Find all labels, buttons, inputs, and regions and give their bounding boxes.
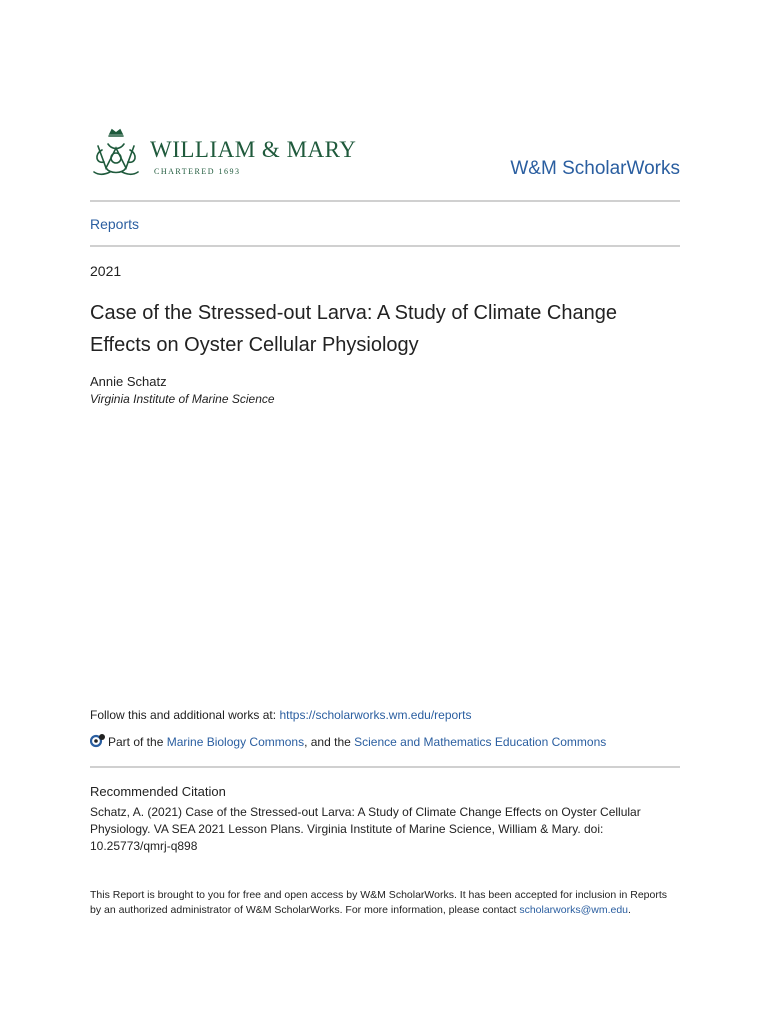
citation-text: Schatz, A. (2021) Case of the Stressed-out Larva: A Study of Climate Change Effects on Oyster Cellular Physiology. VA SEA 2021 Lesson Plans. Virginia Institute of Marine Science, William & Mary. doi: 10.25773/qmrj-q898 (90, 805, 641, 853)
series-link[interactable]: Reports (90, 216, 140, 232)
header (90, 128, 680, 184)
access-notice (90, 888, 680, 918)
marine-biology-commons-link[interactable]: Marine Biology Commons (166, 735, 305, 749)
follow-prefix: Follow this and additional works at: (90, 708, 280, 722)
publication-year: 2021 (90, 263, 122, 279)
william-mary-logo (90, 128, 365, 182)
divider (90, 245, 680, 247)
part-of-middle: , and the (304, 735, 355, 749)
divider (90, 200, 680, 202)
reports-url-link[interactable]: https://scholarworks.wm.edu/reports (279, 708, 472, 722)
logo-chartered: CHARTERED 1693 (154, 167, 241, 176)
cypher-crest-icon (90, 128, 142, 180)
part-of-line (90, 733, 606, 749)
divider (90, 766, 680, 768)
notice-text: This Report is brought to you for free and open access by W&M ScholarWorks. It has been accepted for inclusion in Reports by an authorized administrator of W&M ScholarWorks. For more information, please contact (90, 889, 668, 916)
notice-suffix: . (628, 904, 631, 916)
science-math-education-commons-link[interactable]: Science and Mathematics Education Commons (354, 735, 607, 749)
author-name: Annie Schatz (90, 374, 167, 389)
citation-heading: Recommended Citation (90, 784, 226, 799)
repository-title[interactable]: W&M ScholarWorks (510, 158, 680, 179)
author-affiliation: Virginia Institute of Marine Science (90, 392, 275, 406)
follow-line (90, 708, 472, 722)
commons-network-icon (90, 733, 106, 749)
part-of-prefix: Part of the (108, 735, 167, 749)
logo-wordmark: WILLIAM & MARY (150, 137, 357, 162)
contact-email-link[interactable]: scholarworks@wm.edu (519, 904, 629, 916)
document-title: Case of the Stressed-out Larva: A Study of Climate Change Effects on Oyster Cellular Physiology (90, 302, 617, 356)
